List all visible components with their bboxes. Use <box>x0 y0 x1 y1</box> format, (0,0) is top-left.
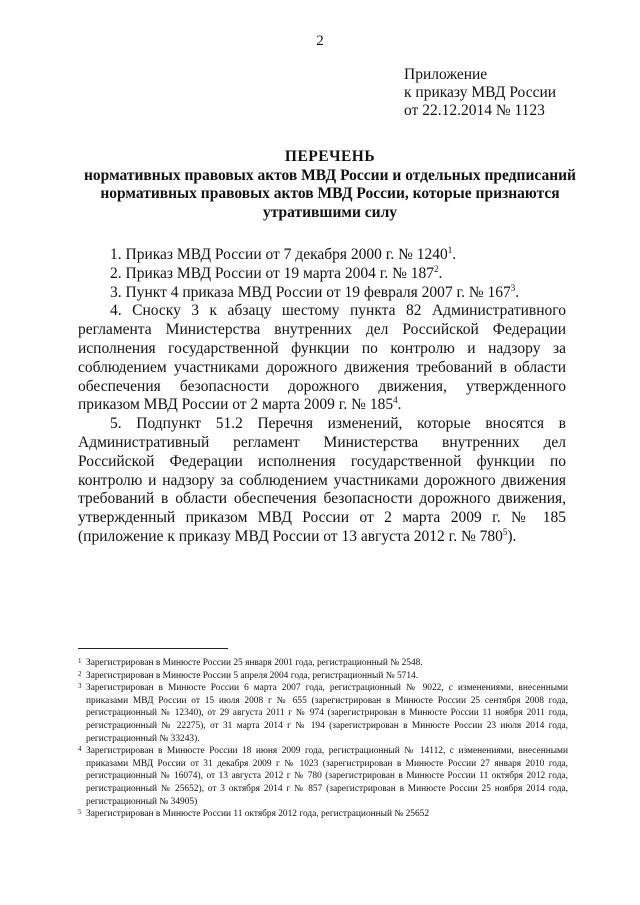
title-line-2: нормативных правовых актов МВД России, которые признаются <box>100 185 560 202</box>
footnote <box>78 670 568 683</box>
title-heading: ПЕРЕЧЕНЬ <box>284 148 376 165</box>
footnote-reference: 3 <box>510 282 516 293</box>
list-item-tail: ). <box>507 527 517 545</box>
title-line-1: нормативных правовых актов МВД России и отдельных предписаний <box>84 166 576 184</box>
footnote-mark: 2 <box>78 669 82 678</box>
document-title <box>60 148 600 222</box>
list-item <box>78 265 566 284</box>
footnote-text: Зарегистрирован в Минюсте России 5 апреля 2004 года, регистрационный № 5714. <box>86 670 419 681</box>
footnotes <box>78 657 568 821</box>
list-item <box>78 415 566 547</box>
footnote-reference: 5 <box>502 526 508 537</box>
list-item-text: 2. Приказ МВД России от 19 марта 2004 г. № 187 <box>110 264 435 282</box>
footnote-divider <box>78 648 228 649</box>
list-item-tail: . <box>515 283 520 301</box>
list-item-text: 4. Сноску 3 к абзацу шестому пункта 82 Административного регламента Министерства внутренних дел Российской Федерации исполнения государственной функции по контролю и надзору за соблюдением участниками дорожного движения требований в области обеспечения безопасности дорожного движения, утвержденного приказом МВД России от 2 марта 2009 г. № 185 <box>78 302 566 414</box>
list-item-tail: . <box>397 396 402 414</box>
title-line-3: утратившими силу <box>262 203 398 221</box>
footnote-text: Зарегистрирован в Минюсте России 18 июня 2009 года, регистрационный № 14112, с изменениями, внесенными приказами МВД России от 31 декабря 2009 г № 1023 (зарегистрирован в Минюсте России 27 января 2010 года, регистрационный № 16074), от 13 августа 2012 г № 780 (зарегистрирован в Минюсте России 11 октября 2012 года, регистрационный № 25652), от 3 октября 2014 г № 857 (зарегистрирован в Минюсте России 25 ноября 2014 года, регистрационный № 34905) <box>86 746 568 807</box>
footnote <box>78 682 568 745</box>
list-item-text: 5. Подпункт 51.2 Перечня изменений, которые вносятся в Административный регламент Министерства внутренних дел Российской Федерации исполнения государственной функции по контролю и надзору за соблюдением участниками дорожного движения требований в области обеспечения безопасности дорожного движения, утвержденный приказом МВД России от 2 марта 2009 г. № 185 (приложение к приказу МВД России от 13 августа 2012 г. № 780 <box>78 415 566 545</box>
list-item-tail: . <box>452 246 457 263</box>
footnote-reference: 2 <box>434 263 439 274</box>
footnote-mark: 1 <box>78 657 82 665</box>
list-item-text: 1. Приказ МВД России от 7 декабря 2000 г. № 1240 <box>110 246 448 263</box>
list-item <box>78 302 566 415</box>
list-item-tail: . <box>438 264 443 282</box>
appendix-label: Приложение <box>404 66 488 83</box>
footnote-mark: 5 <box>78 808 82 817</box>
footnote-reference: 4 <box>393 395 398 406</box>
list-body <box>78 246 566 547</box>
appendix-order-ref: к приказу МВД России <box>404 84 557 101</box>
footnote-text: Зарегистрирован в Минюсте России 25 января 2001 года, регистрационный № 2548. <box>86 658 423 668</box>
footnote <box>78 808 568 821</box>
footnote-reference: 1 <box>447 245 453 255</box>
footnote-text: Зарегистрирован в Минюсте России 11 октября 2012 года, регистрационный № 25652 <box>86 809 430 820</box>
list-item <box>78 246 566 265</box>
appendix-order-date: от 22.12.2014 № 1123 <box>404 102 545 119</box>
list-item <box>78 284 566 303</box>
footnote-mark: 4 <box>78 745 82 754</box>
footnote-mark: 3 <box>78 682 82 691</box>
footnote <box>78 745 568 808</box>
footnote-text: Зарегистрирован в Минюсте России 6 марта 2007 года, регистрационный № 9022, с изменениями, внесенными приказами МВД России от 15 июля 2008 г № 655 (зарегистрирован в Минюсте России 25 сентября 2008 года, регистрационный № 12340), от 29 августа 2011 г № 974 (зарегистрирован в Минюсте России 11 ноября 2011 года, регистрационный № 22275), от 31 марта 2014 г № 194 (зарегистрирован в Минюсте России 23 июля 2014 года, регистрационный № 33243). <box>86 683 568 744</box>
list-item-text: 3. Пункт 4 приказа МВД России от 19 февраля 2007 г. № 167 <box>110 283 511 301</box>
footnote <box>78 657 568 670</box>
appendix-header <box>404 66 556 120</box>
page-number: 2 <box>316 33 324 49</box>
